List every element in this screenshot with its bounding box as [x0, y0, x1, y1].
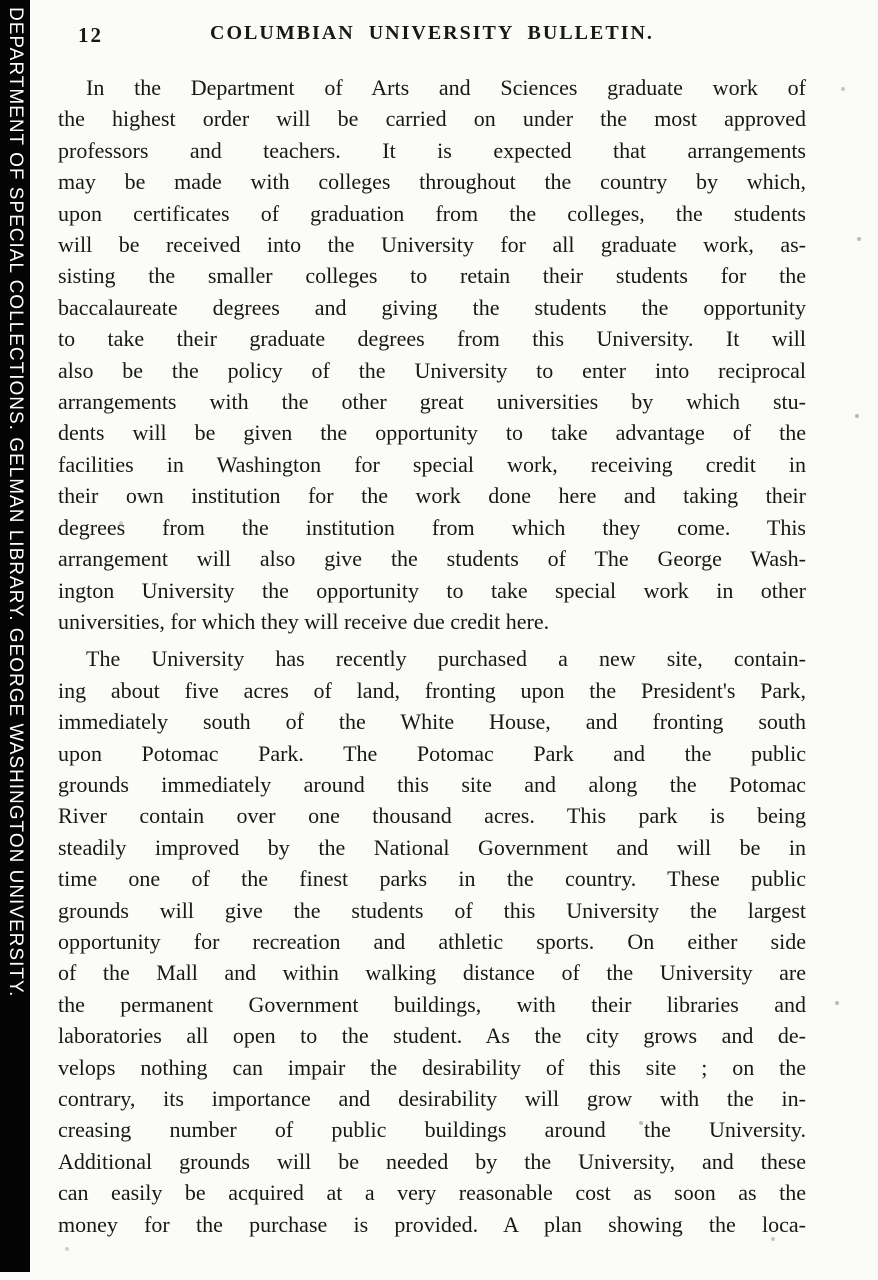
text-line: degrees from the institution from which they come. This	[58, 514, 806, 540]
text-line: arrangement will also give the students of The George Wash-	[58, 546, 806, 572]
text-line: River contain over one thousand acres. This park is being	[58, 803, 806, 829]
page-title: COLUMBIAN UNIVERSITY BULLETIN.	[210, 22, 654, 44]
text-line: dents will be given the opportunity to take advantage of the	[58, 420, 806, 446]
text-line: velops nothing can impair the desirability of this site ; on the	[58, 1054, 806, 1080]
text-line: In the Department of Arts and Sciences graduate work of	[86, 75, 806, 100]
text-line: ington University the opportunity to take special work in other	[58, 577, 806, 603]
text-line: their own institution for the work done here and taking their	[58, 483, 806, 509]
text-line: universities, for which they will receive due credit here.	[58, 608, 550, 634]
text-line: may be made with colleges throughout the country by which,	[58, 169, 806, 195]
text-line: laboratories all open to the student. As the city grows and de-	[58, 1023, 806, 1049]
text-line: upon Potomac Park. The Potomac Park and the public	[58, 740, 806, 766]
text-line: sisting the smaller colleges to retain their students for the	[58, 263, 806, 289]
archive-stamp-label: DEPARTMENT OF SPECIAL COLLECTIONS. GELMAN LIBRARY. GEORGE WASHINGTON UNIVERSITY.	[5, 7, 26, 998]
text-line: facilities in Washington for special work, receiving credit in	[58, 451, 806, 477]
text-line: creasing number of public buildings around the University.	[58, 1117, 806, 1143]
text-line: baccalaureate degrees and giving the students the opportunity	[58, 294, 806, 320]
text-line: grounds immediately around this site and along the Potomac	[58, 771, 806, 797]
text-line: the permanent Government buildings, with their libraries and	[58, 991, 806, 1017]
text-line: the highest order will be carried on under the most approved	[58, 106, 806, 132]
text-line: Additional grounds will be needed by the University, and these	[58, 1148, 806, 1174]
text-line: time one of the finest parks in the country. These public	[58, 866, 806, 892]
text-line: of the Mall and within walking distance of the University are	[58, 960, 806, 986]
scan-noise	[0, 0, 2, 2]
body-text	[58, 72, 806, 1240]
text-line: ing about five acres of land, fronting upon the President's Park,	[58, 677, 806, 703]
text-line: will be received into the University for all graduate work, as-	[58, 232, 806, 258]
text-line: professors and teachers. It is expected that arrangements	[58, 137, 806, 163]
page-number: 12	[78, 23, 103, 47]
archive-stamp-band	[0, 0, 30, 1272]
text-line: The University has recently purchased a new site, contain-	[86, 646, 806, 672]
text-line: contrary, its importance and desirability will grow with the in-	[58, 1086, 806, 1111]
text-line: upon certificates of graduation from the colleges, the students	[58, 200, 806, 226]
text-line: arrangements with the other great universities by which stu-	[58, 389, 806, 415]
text-line: grounds will give the students of this University the largest	[58, 897, 806, 923]
text-line: can easily be acquired at a very reasonable cost as soon as the	[58, 1180, 806, 1206]
text-line: money for the purchase is provided. A plan showing the loca-	[58, 1211, 806, 1237]
paragraph	[58, 72, 806, 637]
text-line: opportunity for recreation and athletic sports. On either side	[58, 928, 806, 954]
text-line: steadily improved by the National Government and will be in	[58, 834, 806, 860]
text-line: also be the policy of the University to enter into reciprocal	[58, 357, 806, 383]
page-header	[58, 22, 806, 52]
text-line: immediately south of the White House, and fronting south	[58, 709, 806, 735]
paragraph	[58, 643, 806, 1240]
text-line: to take their graduate degrees from this University. It will	[58, 326, 806, 352]
